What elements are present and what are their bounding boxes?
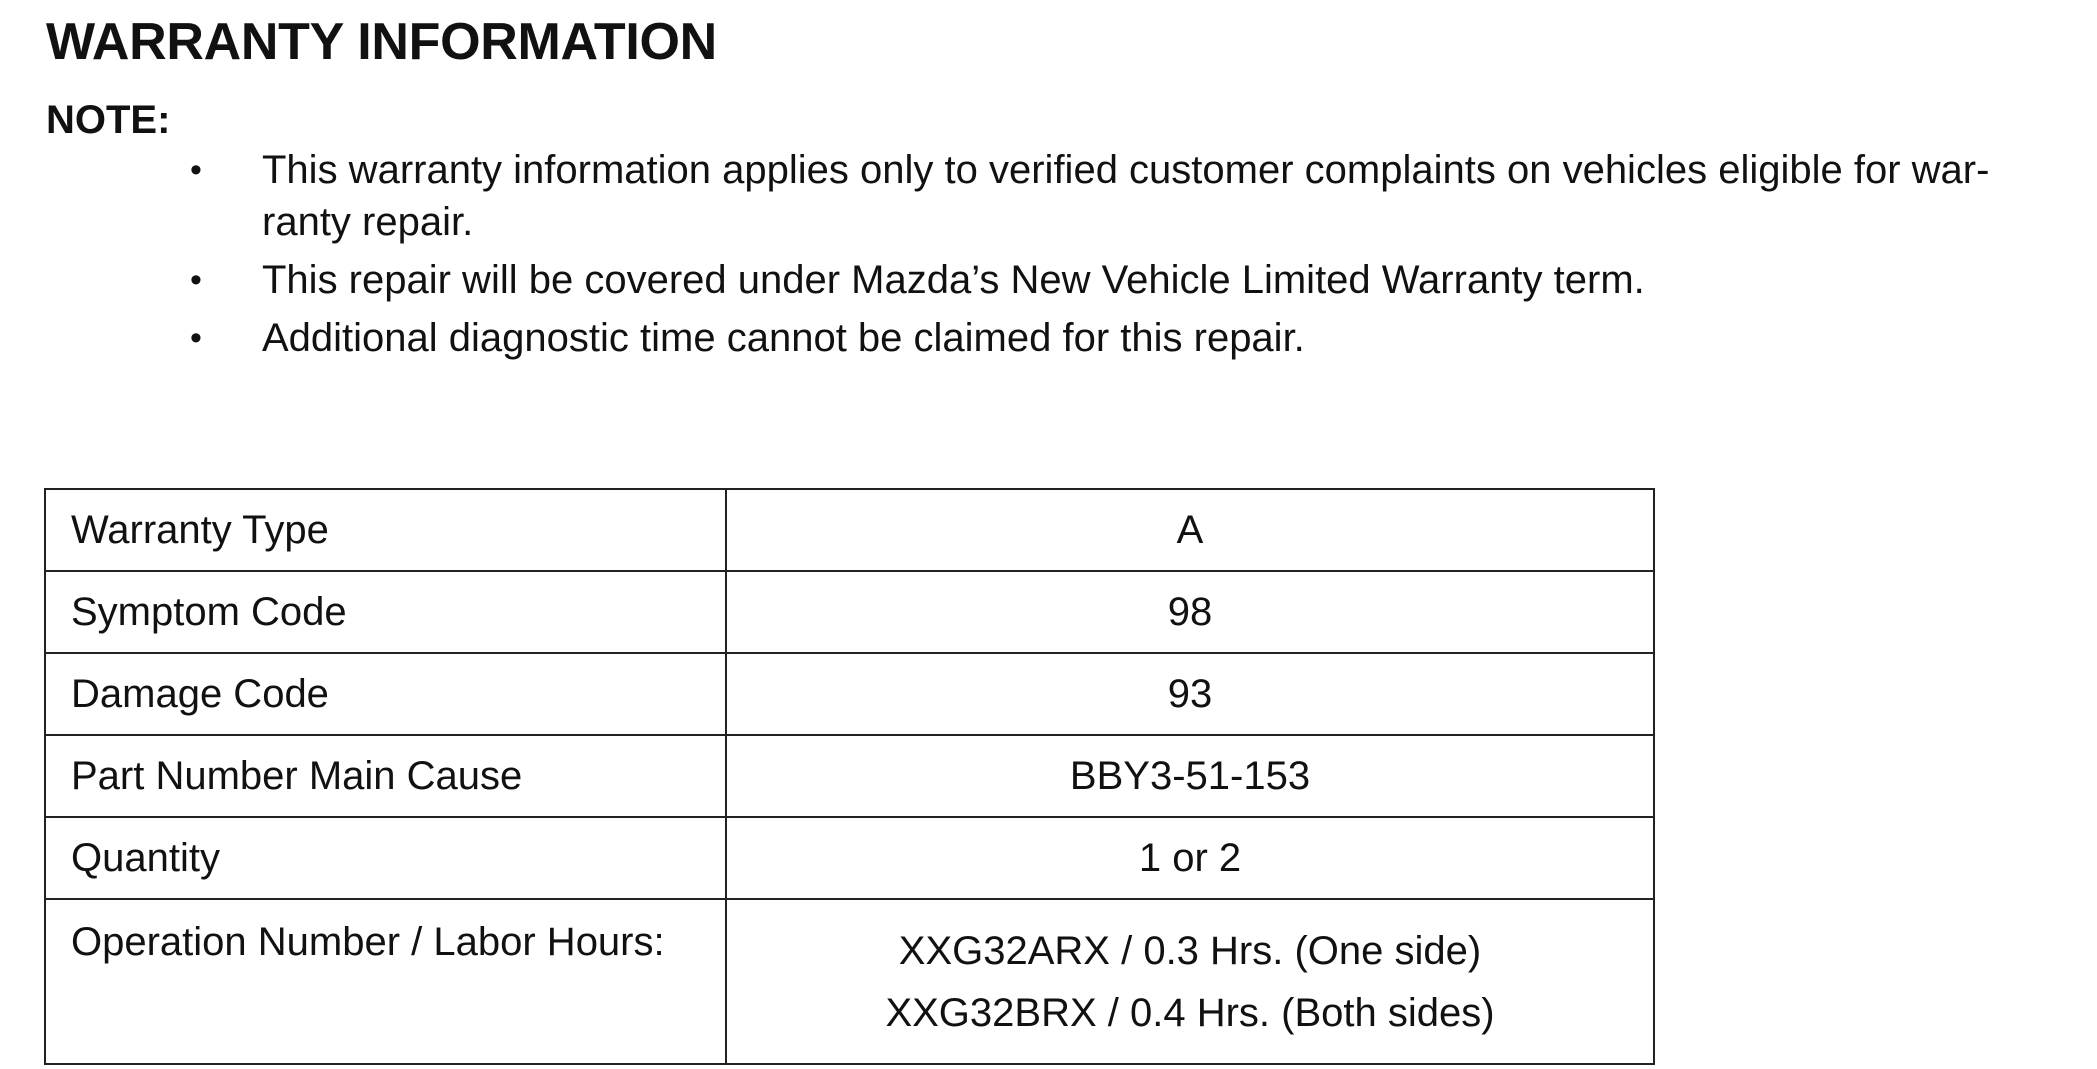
row-value: BBY3-51-153	[726, 735, 1654, 817]
note-text-line2: ranty repair.	[262, 200, 474, 244]
row-value: 93	[726, 653, 1654, 735]
table-row	[45, 899, 1654, 1064]
row-label: Warranty Type	[45, 489, 726, 571]
bullet-icon: •	[190, 261, 202, 299]
bullet-icon: •	[190, 319, 202, 357]
row-value: 1 or 2	[726, 817, 1654, 899]
row-label: Part Number Main Cause	[45, 735, 726, 817]
note-label: NOTE:	[46, 98, 171, 142]
table-row	[45, 735, 1654, 817]
row-value: A	[726, 489, 1654, 571]
operation-line-both-sides: XXG32BRX / 0.4 Hrs. (Both sides)	[885, 991, 1495, 1035]
page-title: WARRANTY INFORMATION	[46, 13, 717, 71]
table-row	[45, 489, 1654, 571]
warranty-table	[44, 488, 1655, 1065]
table-row	[45, 653, 1654, 735]
operation-line-one-side: XXG32ARX / 0.3 Hrs. (One side)	[898, 929, 1482, 973]
row-value: 98	[726, 571, 1654, 653]
row-label: Operation Number / Labor Hours:	[45, 899, 726, 1064]
note-text-line1: This warranty information applies only to verified customer complaints on vehicles eligible for war-	[262, 148, 1990, 192]
note-item	[190, 144, 2070, 248]
row-label: Symptom Code	[45, 571, 726, 653]
row-label: Quantity	[45, 817, 726, 899]
bullet-icon: •	[190, 151, 202, 189]
note-list	[190, 144, 2070, 370]
note-text: Additional diagnostic time cannot be claimed for this repair.	[262, 316, 1305, 360]
note-item	[190, 254, 2070, 306]
table-row	[45, 817, 1654, 899]
row-label: Damage Code	[45, 653, 726, 735]
note-text: This repair will be covered under Mazda’s New Vehicle Limited Warranty term.	[262, 258, 1645, 302]
table-row	[45, 571, 1654, 653]
note-item	[190, 312, 2070, 364]
row-value	[726, 899, 1654, 1064]
